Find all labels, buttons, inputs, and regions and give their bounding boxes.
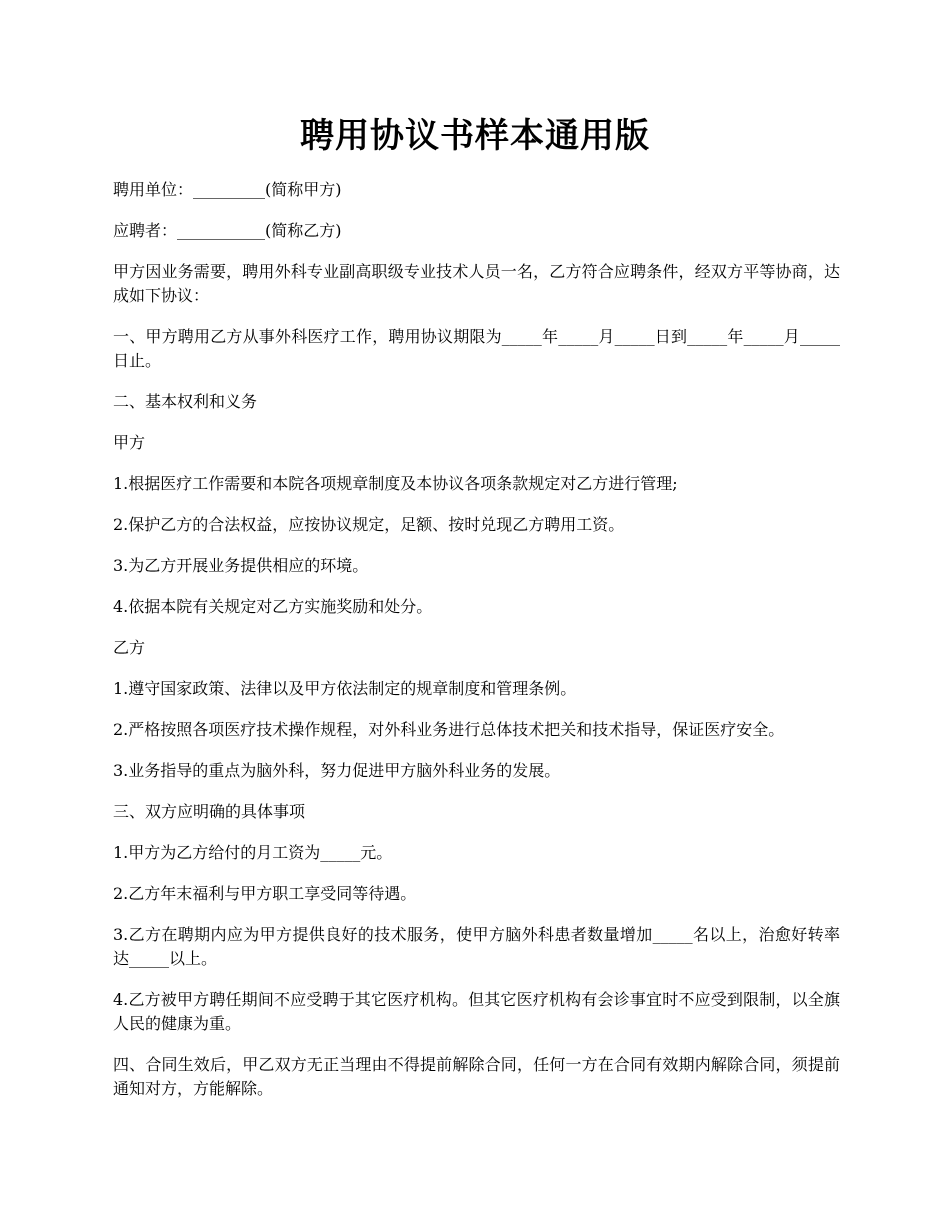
party-b-item-2: 2.严格按照各项医疗技术操作规程，对外科业务进行总体技术把关和技术指导，保证医疗安全。	[113, 720, 785, 739]
section-3-heading: 三、双方应明确的具体事项	[113, 802, 306, 821]
party-a-item-4: 4.依据本院有关规定对乙方实施奖励和处分。	[113, 597, 433, 616]
party-a-item-3: 3.为乙方开展业务提供相应的环境。	[113, 556, 369, 575]
party-a-item-2: 2.保护乙方的合法权益，应按协议规定，足额、按时兑现乙方聘用工资。	[113, 515, 625, 534]
section-2-heading: 二、基本权利和义务	[113, 392, 258, 411]
clause-1-term: 一、甲方聘用乙方从事外科医疗工作，聘用协议期限为_____年_____月_____日到_____年_____月_____日止。	[113, 327, 840, 370]
applicant-line: 应聘者：___________(简称乙方)	[113, 221, 342, 240]
document-title: 聘用协议书样本通用版	[300, 116, 650, 156]
party-b-item-3: 3.业务指导的重点为脑外科，努力促进甲方脑外科业务的发展。	[113, 761, 561, 780]
party-b-heading: 乙方	[113, 638, 146, 657]
section-3-item-2: 2.乙方年末福利与甲方职工享受同等待遇。	[113, 884, 417, 903]
employer-line: 聘用单位：_________(简称甲方)	[113, 180, 342, 199]
section-4-paragraph: 四、合同生效后，甲乙双方无正当理由不得提前解除合同，任何一方在合同有效期内解除合同，须提前通知对方，方能解除。	[113, 1055, 840, 1098]
preamble-paragraph: 甲方因业务需要，聘用外科专业副高职级专业技术人员一名，乙方符合应聘条件，经双方平等协商，达成如下协议：	[113, 262, 840, 305]
section-3-item-3: 3.乙方在聘期内应为甲方提供良好的技术服务，使甲方脑外科患者数量增加_____名以上，治愈好转率达_____以上。	[113, 925, 840, 968]
party-a-item-1: 1.根据医疗工作需要和本院各项规章制度及本协议各项条款规定对乙方进行管理;	[113, 474, 678, 493]
party-a-heading: 甲方	[113, 433, 146, 452]
section-3-item-1: 1.甲方为乙方给付的月工资为_____元。	[113, 843, 393, 862]
section-3-item-4: 4.乙方被甲方聘任期间不应受聘于其它医疗机构。但其它医疗机构有会诊事宜时不应受到限制，以全旗人民的健康为重。	[113, 990, 840, 1033]
document-body	[113, 178, 840, 1118]
party-b-item-1: 1.遵守国家政策、法律以及甲方依法制定的规章制度和管理条例。	[113, 679, 577, 698]
